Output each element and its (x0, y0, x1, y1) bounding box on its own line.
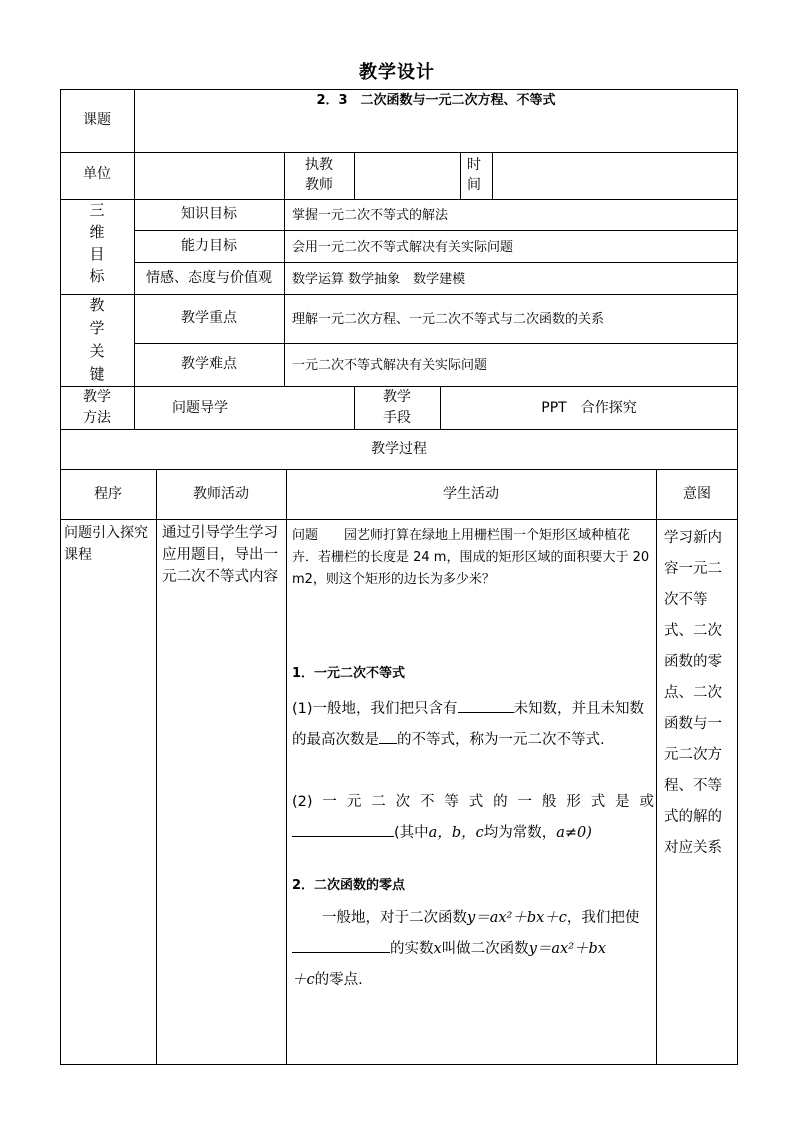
fill-blank[interactable] (292, 835, 394, 837)
time-label-line2: 间 (467, 177, 481, 193)
section2-line3 (292, 965, 654, 996)
teacher-activity-text: 通过引导学生学习应用题目，导出一元二次不等式内容 (162, 525, 278, 585)
text-span: 的实数 (390, 941, 434, 957)
time-label-line1: 时 (467, 157, 481, 173)
unit-label: 单位 (83, 166, 111, 182)
row-divider (134, 262, 738, 263)
time-label (467, 155, 489, 195)
row-divider (60, 199, 738, 200)
section1-title: 1．一元二次不等式 (292, 666, 406, 681)
section2-paragraph (292, 903, 654, 996)
row-divider (60, 469, 738, 470)
col-header-teacher: 教师活动 (193, 486, 249, 502)
col-divider (134, 386, 135, 429)
fill-blank[interactable] (458, 711, 514, 713)
table-border-bottom (60, 1064, 738, 1065)
keys-label-char: 教 (89, 296, 105, 314)
math-var: x (433, 941, 442, 957)
text-span: (2)一元二次不等式的一般形式是或 (292, 794, 654, 810)
method-label-line1: 教学 (83, 389, 111, 405)
difficulty-value: 一元二次不等式解决有关实际问题 (292, 358, 488, 373)
row-divider (60, 429, 738, 430)
math-vars: a，b，c (428, 825, 484, 841)
col-divider (156, 469, 157, 1065)
text-span: (1)一般地，我们把只含有 (292, 701, 458, 717)
col-divider (286, 469, 287, 1065)
col-divider (354, 152, 355, 199)
attitude-goal-label: 情感、态度与价值观 (146, 270, 272, 286)
col-divider (492, 152, 493, 199)
student-problem: 问题 园艺师打算在绿地上用栅栏围一个矩形区域种植花卉．若栅栏的长度是 24 m，围成的矩形区域的面积要大于 20 m2，则这个矩形的边长为多少米？ (292, 528, 650, 587)
text-span: 的不等式，称为一元二次不等式. (397, 732, 605, 748)
goals-group-label (60, 199, 134, 287)
means-value: PPT 合作探究 (541, 400, 637, 416)
math-formula: y＝ax²＋bx (528, 941, 606, 957)
key-point-value: 理解一元二次方程、一元二次不等式与二次函数的关系 (292, 312, 605, 327)
ability-goal-value: 会用一元二次不等式解决有关实际问题 (292, 240, 514, 255)
text-span: 一般地，对于二次函数 (322, 910, 467, 926)
section1-paragraph2 (292, 787, 654, 849)
key-point-label: 教学重点 (181, 310, 237, 326)
text-span: (其中 (394, 825, 429, 841)
knowledge-goal-label: 知识目标 (181, 206, 237, 222)
ability-goal-label: 能力目标 (181, 238, 237, 254)
topic-value: 2．3 二次函数与一元二次方程、不等式 (316, 93, 556, 108)
procedure-text: 问题引入探究课程 (64, 525, 148, 563)
math-formula: ＋c (292, 972, 315, 988)
row-divider (60, 519, 738, 520)
keys-label-char: 键 (89, 365, 105, 383)
attitude-goal-value: 数学运算 数学抽象 数学建模 (292, 272, 466, 287)
teacher-label (284, 155, 354, 195)
section2-title: 2．二次函数的零点 (292, 878, 406, 893)
row-divider (60, 152, 738, 153)
section2-line2 (292, 934, 654, 965)
table-border-top (60, 89, 738, 90)
section2-line1 (292, 903, 654, 934)
section1-paragraph1 (292, 694, 654, 756)
means-label (354, 387, 440, 429)
text-span: ，我们把使 (566, 910, 640, 926)
means-label-line2: 手段 (383, 410, 411, 426)
col-header-student: 学生活动 (443, 486, 499, 502)
lesson-plan-table (60, 89, 738, 1065)
knowledge-goal-value: 掌握一元二次不等式的解法 (292, 208, 449, 223)
method-value: 问题导学 (172, 400, 228, 416)
goals-label-char: 标 (89, 267, 105, 285)
teacher-label-line2: 教师 (305, 177, 333, 193)
math-condition: a≠0) (556, 825, 592, 841)
goals-label-char: 目 (89, 245, 105, 263)
col-divider (460, 152, 461, 199)
table-border-right (737, 89, 738, 1065)
text-span: 的零点. (314, 972, 363, 988)
process-title: 教学过程 (371, 441, 427, 457)
intent-text: 学习新内容一元二次不等式、二次函数的零点、二次函数与一元二次方程、不等式的解的对应关系 (664, 530, 722, 856)
document-title: 教学设计 (359, 62, 435, 83)
keys-label-char: 关 (89, 342, 105, 360)
col-header-procedure: 程序 (94, 486, 122, 502)
topic-label: 课题 (83, 112, 111, 128)
text-span: 均为常数， (483, 825, 557, 841)
row-divider (134, 343, 738, 344)
difficulty-label: 教学难点 (181, 356, 237, 372)
goals-label-char: 维 (89, 223, 105, 241)
fill-blank[interactable] (292, 951, 390, 953)
fill-blank[interactable] (379, 742, 397, 744)
col-header-intent: 意图 (683, 486, 711, 502)
keys-group-label (60, 294, 134, 386)
col-divider (656, 469, 657, 1065)
section1-paragraph2-line2 (292, 818, 654, 849)
teacher-label-line1: 执教 (305, 157, 333, 173)
row-divider (60, 294, 738, 295)
goals-label-char: 三 (89, 201, 105, 219)
method-label (60, 387, 134, 429)
text-span: 叫做二次函数 (441, 941, 529, 957)
method-label-line2: 方法 (83, 410, 111, 426)
means-label-line1: 教学 (383, 389, 411, 405)
keys-label-char: 学 (89, 319, 105, 337)
row-divider (134, 230, 738, 231)
text-span: 未知数，并且未知数的最高次数是 (292, 701, 645, 748)
math-formula: y＝ax²＋bx＋c (467, 910, 567, 926)
